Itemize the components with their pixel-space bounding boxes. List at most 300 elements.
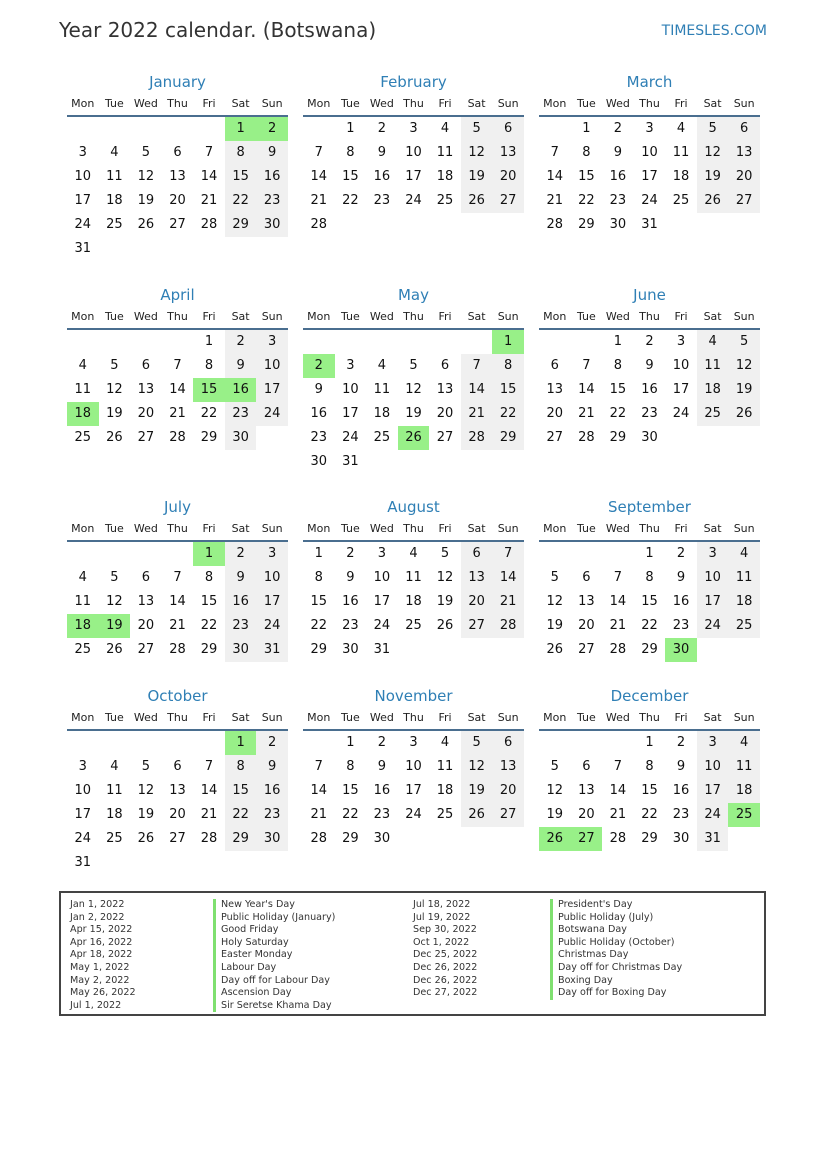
day-cell: 28 (310, 217, 328, 232)
day-cell: 21 (546, 193, 564, 208)
day-cell: 23 (672, 807, 690, 822)
empty-cell (398, 213, 430, 237)
day-cell: 17 (697, 779, 729, 803)
day-cell: 18 (728, 779, 760, 803)
empty-cell (539, 731, 571, 755)
weekday-header (303, 306, 524, 330)
day-cell: 19 (137, 193, 155, 208)
day-cell: 25 (74, 430, 92, 445)
day-cell: 15 (578, 169, 595, 184)
empty-cell (67, 542, 99, 566)
day-cell: 16 (641, 382, 658, 397)
weekday-header (539, 93, 760, 117)
holiday-date: Sep 30, 2022 (413, 924, 477, 936)
empty-cell (571, 330, 603, 354)
day-cell: 15 (200, 594, 218, 609)
day-cell: 11 (74, 382, 92, 397)
weekday-label: Fri (202, 97, 216, 110)
week-row (303, 731, 524, 755)
day-cell: 11 (697, 354, 729, 378)
day-cell: 18 (106, 193, 123, 208)
weekday-label: Fri (438, 97, 452, 110)
day-cell: 9 (225, 354, 257, 378)
day-cell: 7 (204, 759, 214, 774)
day-cell: 2 (645, 334, 654, 349)
weekday-label: Sat (703, 711, 722, 724)
page-title: Year 2022 calendar. (Botswana) (59, 18, 377, 42)
day-cell: 5 (141, 759, 151, 774)
day-cell: 30 (609, 217, 627, 232)
day-cell: 26 (728, 402, 760, 426)
holiday-name: Holy Saturday (213, 937, 335, 950)
empty-cell (539, 542, 571, 566)
holiday-name: Day off for Boxing Day (550, 987, 682, 1000)
weekday-label: Mon (71, 97, 95, 110)
day-cell: 9 (377, 145, 387, 160)
holiday-date: Dec 27, 2022 (413, 987, 478, 999)
day-cell: 1 (492, 330, 524, 354)
week-row (303, 803, 524, 827)
day-cell: 13 (492, 755, 524, 779)
weekday-label: Sun (261, 97, 283, 110)
day-cell: 19 (461, 165, 493, 189)
empty-cell (571, 542, 603, 566)
holiday-name: Public Holiday (January) (213, 912, 335, 925)
day-cell: 23 (225, 614, 257, 638)
day-cell: 23 (256, 803, 288, 827)
day-cell: 4 (409, 546, 418, 561)
empty-cell (492, 213, 524, 237)
day-cell: 8 (225, 755, 257, 779)
empty-cell (162, 851, 194, 875)
day-cell: 17 (256, 590, 288, 614)
empty-cell (130, 117, 162, 141)
weekday-label: Mon (307, 97, 331, 110)
day-cell: 23 (672, 618, 690, 633)
weekday-label: Mon (307, 522, 331, 535)
holiday-date: Jan 2, 2022 (70, 911, 125, 923)
week-row (67, 330, 288, 354)
day-cell: 27 (578, 642, 595, 657)
week-row (67, 213, 288, 237)
week-row (303, 779, 524, 803)
day-cell: 13 (461, 566, 493, 590)
day-cell: 12 (137, 169, 155, 184)
day-cell: 12 (697, 141, 729, 165)
week-row (303, 189, 524, 213)
holiday-dates-column-2 (413, 899, 477, 1000)
day-cell: 13 (436, 382, 454, 397)
day-cell: 20 (461, 590, 493, 614)
empty-cell (303, 330, 335, 354)
week-row (539, 189, 760, 213)
day-cell: 9 (256, 755, 288, 779)
holiday-date: Jul 18, 2022 (413, 899, 471, 910)
empty-cell (225, 237, 257, 261)
empty-cell (429, 638, 461, 662)
day-cell: 28 (578, 430, 595, 445)
weekday-label: Sun (261, 711, 283, 724)
weekday-label: Sun (261, 522, 283, 535)
day-cell: 2 (613, 121, 623, 136)
day-cell: 8 (314, 570, 323, 585)
day-cell: 17 (672, 382, 690, 397)
day-cell: 2 (346, 546, 355, 561)
month-title: June (633, 286, 666, 304)
holiday-names-column-1 (213, 899, 335, 1012)
day-cell: 6 (440, 358, 450, 373)
day-cell: 27 (461, 614, 493, 638)
weekday-label: Sun (497, 522, 519, 535)
day-cell: 13 (578, 783, 595, 798)
weekday-label: Sat (703, 97, 722, 110)
empty-cell (398, 450, 430, 474)
day-cell: 12 (436, 570, 454, 585)
day-cell: 27 (492, 803, 524, 827)
weekday-label: Tue (576, 522, 596, 535)
day-cell: 20 (492, 165, 524, 189)
weekday-label: Mon (543, 711, 567, 724)
day-cell: 22 (492, 402, 524, 426)
day-cell: 3 (256, 542, 288, 566)
empty-cell (130, 237, 162, 261)
day-cell: 27 (169, 217, 186, 232)
holiday-name: Public Holiday (October) (550, 937, 682, 950)
empty-cell (571, 731, 603, 755)
weekday-label: Sat (231, 310, 250, 323)
day-cell: 8 (346, 759, 355, 774)
holiday-date: Apr 18, 2022 (70, 949, 133, 961)
day-cell: 13 (137, 594, 155, 609)
day-cell: 1 (645, 546, 654, 561)
weekday-label: Mon (71, 522, 95, 535)
day-cell: 21 (578, 406, 595, 421)
day-cell: 13 (169, 783, 186, 798)
week-row (539, 426, 760, 450)
day-cell: 3 (409, 121, 418, 136)
day-cell: 11 (106, 783, 123, 798)
day-cell: 3 (346, 358, 355, 373)
holiday-names-column-2 (550, 899, 682, 1000)
day-cell: 14 (310, 783, 328, 798)
day-cell: 13 (137, 382, 155, 397)
empty-cell (303, 117, 335, 141)
day-cell: 30 (665, 638, 697, 662)
day-cell: 15 (641, 594, 658, 609)
weekday-label: Fri (438, 711, 452, 724)
day-cell: 18 (697, 378, 729, 402)
weekday-label: Thu (403, 97, 424, 110)
day-cell: 18 (436, 169, 454, 184)
week-row (67, 189, 288, 213)
week-row (67, 165, 288, 189)
empty-cell (366, 450, 398, 474)
empty-cell (335, 330, 367, 354)
holiday-name: Botswana Day (550, 924, 682, 937)
weekday-label: Tue (104, 97, 124, 110)
day-cell: 10 (405, 145, 422, 160)
weekday-label: Wed (133, 97, 158, 110)
weekday-label: Wed (605, 310, 630, 323)
holiday-date: Dec 26, 2022 (413, 961, 478, 973)
day-cell: 7 (492, 542, 524, 566)
day-cell: 6 (173, 145, 182, 160)
empty-cell (539, 330, 571, 354)
day-cell: 12 (405, 382, 422, 397)
weekday-label: Tue (576, 310, 596, 323)
weekday-label: Fri (674, 97, 688, 110)
weekday-label: Sat (467, 310, 486, 323)
day-cell: 27 (436, 430, 454, 445)
day-cell: 18 (106, 807, 123, 822)
day-cell: 18 (67, 402, 99, 426)
empty-cell (429, 450, 461, 474)
weekday-label: Wed (605, 522, 630, 535)
week-row (67, 851, 288, 875)
empty-cell (130, 330, 162, 354)
day-cell: 12 (546, 783, 564, 798)
week-row (67, 354, 288, 378)
day-cell: 19 (99, 614, 131, 638)
day-cell: 30 (672, 831, 690, 846)
holiday-name: Easter Monday (213, 949, 335, 962)
day-cell: 16 (609, 169, 627, 184)
week-row (67, 731, 288, 755)
day-cell: 6 (728, 117, 760, 141)
day-cell: 14 (578, 382, 595, 397)
site-link[interactable]: TIMESLES.COM (661, 23, 767, 39)
day-cell: 16 (373, 169, 391, 184)
day-cell: 19 (405, 406, 422, 421)
empty-cell (461, 450, 493, 474)
day-cell: 25 (373, 430, 391, 445)
day-cell: 28 (492, 614, 524, 638)
day-cell: 20 (546, 406, 564, 421)
day-cell: 12 (106, 382, 123, 397)
week-row (303, 117, 524, 141)
day-cell: 11 (74, 594, 92, 609)
weekday-header (303, 707, 524, 731)
day-cell: 12 (461, 141, 493, 165)
month-february (303, 71, 524, 237)
day-cell: 23 (373, 193, 391, 208)
day-cell: 17 (74, 193, 92, 208)
holiday-name: Christmas Day (550, 949, 682, 962)
day-cell: 22 (225, 803, 257, 827)
day-cell: 23 (609, 193, 627, 208)
weekday-label: Thu (403, 522, 424, 535)
month-december (539, 685, 760, 851)
holiday-date: Jul 19, 2022 (413, 911, 471, 923)
day-cell: 16 (672, 594, 690, 609)
day-cell: 29 (225, 213, 257, 237)
weekday-label: Sat (467, 97, 486, 110)
day-cell: 7 (613, 570, 623, 585)
weekday-label: Thu (639, 97, 660, 110)
empty-cell (67, 731, 99, 755)
day-cell: 11 (436, 145, 454, 160)
day-cell: 10 (74, 169, 92, 184)
day-cell: 21 (492, 590, 524, 614)
day-cell: 1 (225, 117, 257, 141)
day-cell: 24 (641, 193, 658, 208)
day-cell: 12 (728, 354, 760, 378)
day-cell: 22 (200, 406, 218, 421)
holiday-name: Sir Seretse Khama Day (213, 1000, 335, 1013)
day-cell: 16 (373, 783, 391, 798)
weekday-label: Sun (733, 711, 755, 724)
week-row (303, 542, 524, 566)
day-cell: 30 (256, 827, 288, 851)
day-cell: 10 (697, 755, 729, 779)
weekday-label: Tue (340, 97, 360, 110)
weekday-header (539, 306, 760, 330)
week-row (539, 542, 760, 566)
day-cell: 10 (697, 566, 729, 590)
day-cell: 6 (141, 358, 151, 373)
weekday-label: Sun (733, 97, 755, 110)
day-cell: 25 (672, 193, 690, 208)
day-cell: 1 (613, 334, 623, 349)
empty-cell (429, 330, 461, 354)
day-cell: 20 (137, 406, 155, 421)
empty-cell (130, 542, 162, 566)
day-cell: 16 (225, 590, 257, 614)
day-cell: 31 (697, 827, 729, 851)
week-row (539, 330, 760, 354)
day-cell: 29 (310, 642, 328, 657)
empty-cell (492, 450, 524, 474)
week-row (539, 827, 760, 851)
week-row (303, 378, 524, 402)
day-cell: 29 (492, 426, 524, 450)
day-cell: 16 (310, 406, 328, 421)
day-cell: 24 (405, 193, 422, 208)
day-cell: 28 (310, 831, 328, 846)
day-cell: 29 (200, 642, 218, 657)
day-cell: 3 (377, 546, 387, 561)
empty-cell (99, 542, 131, 566)
holiday-name: Day off for Christmas Day (550, 962, 682, 975)
week-row (303, 354, 524, 378)
day-cell: 20 (578, 807, 595, 822)
day-cell: 29 (578, 217, 595, 232)
weekday-label: Fri (674, 310, 688, 323)
day-cell: 22 (310, 618, 328, 633)
week-row (539, 779, 760, 803)
empty-cell (193, 237, 225, 261)
day-cell: 24 (697, 614, 729, 638)
day-cell: 12 (106, 594, 123, 609)
weekday-label: Thu (639, 711, 660, 724)
day-cell: 25 (728, 803, 760, 827)
day-cell: 4 (110, 145, 119, 160)
day-cell: 11 (436, 759, 454, 774)
day-cell: 31 (641, 217, 658, 232)
day-cell: 17 (697, 590, 729, 614)
day-cell: 28 (609, 642, 627, 657)
day-cell: 28 (461, 426, 493, 450)
day-cell: 6 (582, 570, 591, 585)
day-cell: 5 (728, 330, 760, 354)
empty-cell (366, 330, 398, 354)
day-cell: 23 (342, 618, 359, 633)
day-cell: 29 (342, 831, 359, 846)
day-cell: 29 (641, 642, 658, 657)
day-cell: 16 (225, 378, 257, 402)
weekday-label: Tue (340, 310, 360, 323)
empty-cell (398, 638, 430, 662)
weekday-label: Sun (497, 711, 519, 724)
holiday-list (59, 891, 766, 1016)
month-april (67, 284, 288, 450)
empty-cell (728, 426, 760, 450)
day-cell: 7 (314, 145, 323, 160)
day-cell: 19 (461, 779, 493, 803)
empty-cell (665, 213, 697, 237)
empty-cell (99, 731, 131, 755)
day-cell: 11 (728, 566, 760, 590)
day-cell: 26 (137, 831, 155, 846)
day-cell: 20 (137, 618, 155, 633)
empty-cell (366, 213, 398, 237)
day-cell: 28 (609, 831, 627, 846)
day-cell: 4 (110, 759, 119, 774)
empty-cell (697, 426, 729, 450)
day-cell: 25 (106, 217, 123, 232)
day-cell: 21 (609, 807, 627, 822)
week-row (539, 165, 760, 189)
day-cell: 30 (256, 213, 288, 237)
day-cell: 25 (436, 193, 454, 208)
empty-cell (162, 117, 194, 141)
empty-cell (728, 827, 760, 851)
month-title: January (149, 73, 206, 91)
day-cell: 13 (492, 141, 524, 165)
empty-cell (697, 638, 729, 662)
day-cell: 24 (672, 406, 690, 421)
day-cell: 15 (609, 382, 627, 397)
day-cell: 7 (173, 358, 182, 373)
week-row (539, 378, 760, 402)
day-cell: 9 (377, 759, 387, 774)
week-row (303, 330, 524, 354)
day-cell: 19 (546, 618, 564, 633)
day-cell: 29 (200, 430, 218, 445)
day-cell: 31 (373, 642, 391, 657)
empty-cell (193, 117, 225, 141)
day-cell: 24 (342, 430, 359, 445)
week-row (539, 354, 760, 378)
month-title: April (160, 286, 195, 304)
day-cell: 15 (641, 783, 658, 798)
day-cell: 22 (578, 193, 595, 208)
day-cell: 22 (641, 618, 658, 633)
day-cell: 15 (225, 165, 257, 189)
day-cell: 1 (314, 546, 323, 561)
month-july (67, 496, 288, 662)
day-cell: 6 (550, 358, 559, 373)
month-title: August (387, 498, 440, 516)
week-row (67, 803, 288, 827)
day-cell: 20 (578, 618, 595, 633)
day-cell: 17 (373, 594, 391, 609)
day-cell: 4 (78, 358, 87, 373)
day-cell: 15 (492, 378, 524, 402)
week-row (67, 755, 288, 779)
day-cell: 22 (225, 189, 257, 213)
month-october (67, 685, 288, 875)
